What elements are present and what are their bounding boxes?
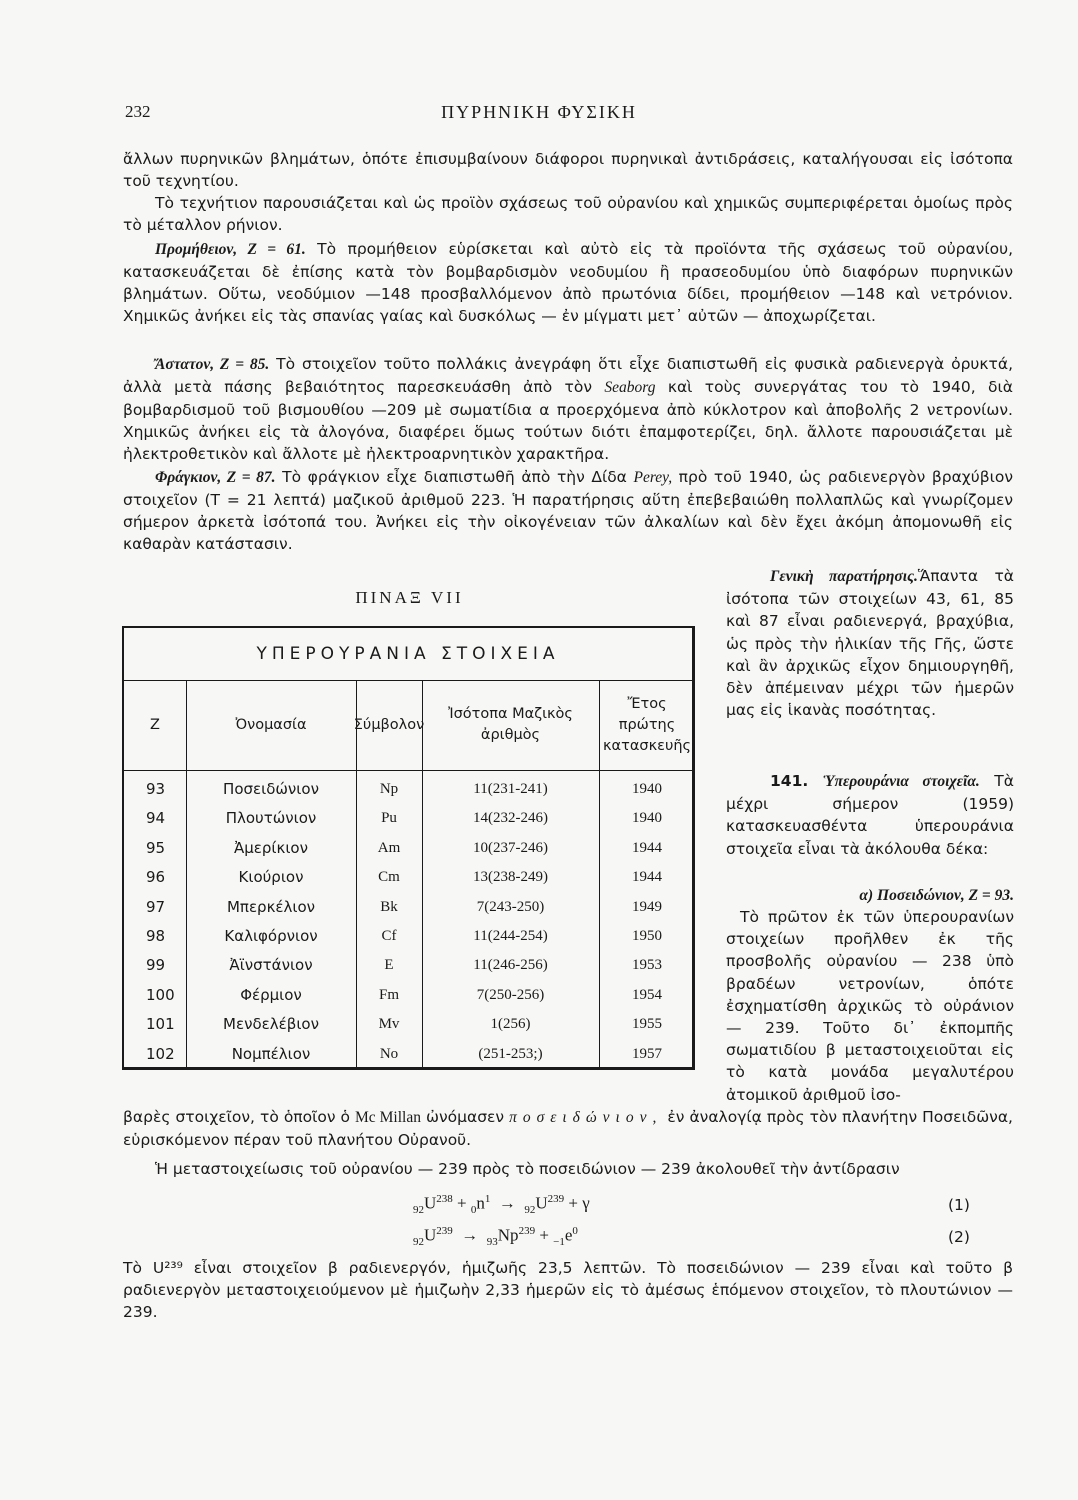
cell-symbol: Am	[377, 839, 401, 856]
paragraph-mcmillan	[123, 1106, 1013, 1151]
table-row	[124, 774, 692, 805]
neptunium-text: Τὸ πρῶτον ἐκ τῶν ὑπερουρανίων στοιχείων προῆλθεν ἐκ τῆς προσβολῆς οὐρανίου — 238 ὑπὸ βραδέων νετρονίων, ὁπότε ἐσχηματίσθη ἀρχικῶς τὸ οὐράνιον — 239. Τοῦτο δι᾽ ἐκπομπῆς σωματιδίου β μεταστοιχειοῦται εἰς τὸ κατὰ μονάδα μεγαλυτέρου ἀτομικοῦ ἀριθμοῦ ἰσο-	[726, 908, 1014, 1104]
section-141-text: Τὰ μέχρι σήμερον (1959) κατασκευασθέντα ὑπερουράνια στοιχεῖα εἶναι τὰ ἀκόλουθα δέκα:	[726, 772, 1014, 858]
cell-name: Κιούριον	[238, 868, 304, 887]
cell-z: 102	[146, 1044, 175, 1063]
equation-1: $_{92}U^{238} + _0n^1 \to _{92}U^{239} + \gamma$	[413, 1193, 590, 1217]
cell-year: 1944	[632, 839, 662, 856]
table-row	[124, 950, 692, 981]
cell-name: Μενδελέβιον	[223, 1015, 319, 1034]
header-isotopes: Ἰσότοπα Μαζικὸς ἀριθμὸς	[448, 706, 573, 743]
cell-name: Ἀμερίκιον	[234, 838, 308, 857]
francium-text-b: πρὸ τοῦ 1940, ὡς ραδιενεργὸν βραχύβιον στοιχεῖον (T = 21 λεπτά) μαζικοῦ ἀριθμοῦ 223. Ἡ παρατήρησις αὕτη ἐπεβεβαιώθη πολλαπλῶς καὶ γνωρίζομεν σήμερον ἀρκετὰ ἰσότοπά του. Ἀνήκει εἰς τὴν οἰκογένειαν τῶν ἀλκαλίων καὶ δὲν ἔχει ἀκόμη ἀπομονωθῆ εἰς καθαρὰν κατάστασιν.	[123, 468, 1014, 553]
cell-symbol: No	[379, 1045, 399, 1062]
page-number: 232	[125, 102, 151, 121]
cell-z: 101	[146, 1015, 175, 1034]
paragraph-2: Τὸ τεχνήτιον παρουσιάζεται καὶ ὡς προϊὸν σχάσεως τοῦ οὐρανίου καὶ χημικῶς συμπεριφέρεται ὁμοίως πρὸς τὸ μέταλλον ρήνιον.	[123, 194, 1013, 234]
cell-isotopes: 13(238-249)	[473, 869, 548, 886]
general-remark-heading: Γενικὴ παρατήρησις.	[770, 568, 918, 585]
seaborg-name: Seaborg	[604, 379, 656, 396]
cell-year: 1949	[632, 898, 662, 915]
cell-year: 1940	[632, 810, 662, 827]
astatine-text-a: Τὸ στοιχεῖον τοῦτο πολλάκις ἀνεγράφη ὅτι εἶχε διαπιστωθῆ εἰς φυσικὰ ραδιενεργὰ ὀρυκτά, ἀλλὰ μετὰ πάσης βεβαιότητος παρεσκευάσθη ἀπὸ τὸν	[123, 355, 1013, 396]
cell-z: 98	[146, 927, 166, 945]
table-header-row	[124, 680, 692, 771]
cell-year: 1954	[632, 986, 662, 1003]
cell-z: 93	[146, 780, 166, 798]
equation-2-number: (2)	[948, 1228, 970, 1246]
neptunium-spaced: ποσειδώνιον,	[509, 1109, 663, 1126]
cell-isotopes: 11(244-254)	[473, 928, 548, 944]
cell-name: Ἀϊνστάνιον	[229, 956, 313, 975]
table-row	[124, 980, 692, 1011]
cell-z: 100	[146, 985, 175, 1004]
cell-symbol: Mv	[378, 1016, 400, 1033]
cell-name: Πλουτώνιον	[225, 809, 317, 828]
cell-isotopes: 7(250-256)	[476, 986, 545, 1003]
mcmillan-text-a: βαρὲς στοιχεῖον, τὸ ὁποῖον ὁ	[123, 1108, 356, 1126]
cell-symbol: Np	[379, 781, 399, 797]
mcmillan-text-b: ὠνόμασεν	[420, 1108, 510, 1126]
cell-year: 1955	[632, 1016, 662, 1033]
equation-1-number: (1)	[948, 1196, 970, 1214]
neptunium-heading	[726, 884, 1014, 907]
paragraph-francium	[123, 466, 1013, 555]
cell-z: 95	[146, 838, 166, 857]
header-z: Z	[150, 716, 160, 733]
table-row	[124, 892, 692, 923]
table-row	[124, 862, 692, 893]
table-row	[124, 1039, 692, 1070]
cell-isotopes: 7(243-250)	[476, 898, 545, 915]
francium-text-a: Τὸ φράγκιον εἶχε διαπιστωθῆ ἀπὸ τὴν Δίδα	[275, 468, 634, 486]
paragraph-transmutation: Ἡ μεταστοιχείωσις τοῦ οὐρανίου — 239 πρὸς τὸ ποσειδώνιον — 239 ἀκολουθεῖ τὴν ἀντίδρασιν	[155, 1160, 900, 1178]
cell-isotopes: 11(231-241)	[473, 781, 548, 797]
cell-name: Φέρμιον	[240, 985, 302, 1004]
running-title: ΠΥΡΗΝΙΚΗ ΦΥΣΙΚΗ	[441, 102, 637, 122]
transuranic-table	[122, 626, 695, 1070]
cell-z: 96	[146, 868, 166, 887]
cell-symbol: Cm	[378, 869, 400, 886]
cell-year: 1957	[632, 1045, 662, 1062]
promethium-text: Τὸ προμήθειον εὑρίσκεται καὶ αὐτὸ εἰς τὰ προϊόντα τῆς σχάσεως τοῦ οὐρανίου, κατασκευάζεται δὲ ἐπίσης κατὰ τὸν βομβαρδισμὸν νεοδυμίου ἢ πρασεοδυμίου ὑπὸ διαφόρων πυρηνικῶν βλημάτων. Οὕτω, νεοδύμιον —148 προσβαλλόμενον ἀπὸ πρωτόνια δίδει, προμήθειον —148 καὶ νετρόνιον. Χημικῶς ἀνήκει εἰς τὰς σπανίας γαίας καὶ δυσκόλως — ἐν μίγματι μετ᾽ αὐτῶν — ἀποχωρίζεται.	[123, 240, 1014, 325]
table-row	[124, 921, 692, 952]
table-row	[124, 833, 692, 864]
paragraph-1: ἄλλων πυρηνικῶν βλημάτων, ὁπότε ἐπισυμβαίνουν διάφοροι πυρηνικαὶ ἀντιδράσεις, καταλήγουσαι εἰς ἰσότοπα τοῦ τεχνητίου.	[123, 150, 1013, 190]
section-141-title: Ὑπερουράνια στοιχεῖα.	[822, 773, 980, 790]
cell-isotopes: 1(256)	[490, 1016, 531, 1033]
cell-year: 1940	[632, 781, 662, 797]
equation-2: $_{92}U^{239} \to _{93}Np^{239} + _{-1}e^0$	[413, 1225, 578, 1249]
header-symbol: Σύμβολον	[353, 716, 425, 733]
table-title: ΥΠΕΡΟΥΡΑΝΙΑ ΣΤΟΙΧΕΙΑ	[124, 628, 692, 681]
mcmillan-text-c: ἐν ἀναλογίᾳ πρὸς τὸν πλανήτην Ποσειδῶνα, εὑρισκόμενον πέραν τοῦ πλανήτου Οὐρανοῦ.	[123, 1108, 1013, 1149]
francium-heading: Φράγκιον, Z = 87.	[155, 469, 276, 486]
neptunium-heading-text: α) Ποσειδώνιον, Z = 93.	[859, 887, 1014, 904]
mcmillan-name: Mc Millan	[355, 1109, 421, 1126]
cell-z: 97	[146, 897, 166, 916]
cell-year: 1953	[632, 957, 662, 974]
section-141	[726, 770, 1014, 860]
header-name: Ὀνομασία	[235, 716, 307, 733]
cell-z: 99	[146, 956, 166, 975]
cell-symbol: Bk	[380, 898, 398, 915]
cell-isotopes: (251-253;)	[478, 1045, 543, 1062]
section-141-number: 141.	[770, 772, 809, 790]
cell-isotopes: 10(237-246)	[473, 839, 548, 856]
cell-symbol: E	[384, 957, 394, 974]
table-caption: ΠΙΝΑΞ VII	[355, 588, 464, 607]
general-remark-text: Ἅπαντα τὰ ἰσότοπα τῶν στοιχείων 43, 61, 85 καὶ 87 εἶναι ραδιενεργά, βραχύβια, ὡς πρὸς τὴν ἡλικίαν τῆς Γῆς, ὥστε καὶ ἂν ἀρχικῶς εἶχον δημιουργηθῆ, δὲν ἀπέμειναν μέχρι τῶν ἡμερῶν μας εἰς ἱκανὰς ποσότητας.	[726, 567, 1015, 720]
cell-name: Νομπέλιον	[231, 1044, 311, 1063]
header-year: Ἔτος πρώτης κατασκευῆς	[602, 695, 692, 754]
cell-symbol: Cf	[381, 928, 397, 944]
cell-isotopes: 14(232-246)	[473, 810, 548, 827]
table-row	[124, 1009, 692, 1040]
paragraph-astatine	[123, 353, 1013, 465]
astatine-text-b: καὶ τοὺς συνεργάτας του τὸ 1940, διὰ βομβαρδισμοῦ τοῦ βισμουθίου —209 μὲ σωματίδια α προερχόμενα ἀπὸ κύκλοτρον καὶ ἀποβολῆς 2 νετρονίων. Χημικῶς ἀνήκει εἰς τὰ ἀλογόνα, διαφέρει ὅμως τούτων διότι ἐπαμφοτερίζει, δηλ. ἄλλοτε παρουσιάζεται μὲ ἠλεκτροθετικὸν καὶ ἄλλοτε μὲ ἠλεκτροαρνητικὸν χαρακτῆρα.	[123, 378, 1014, 463]
cell-symbol: Fm	[378, 986, 399, 1003]
promethium-heading: Προμήθειον, Z = 61.	[155, 241, 306, 258]
cell-z: 94	[146, 809, 166, 828]
perey-name: Perey,	[633, 469, 673, 486]
cell-year: 1950	[632, 928, 662, 944]
astatine-heading: Ἄστατον, Z = 85.	[155, 356, 270, 373]
cell-year: 1944	[632, 869, 662, 886]
general-remark	[726, 565, 1014, 721]
cell-isotopes: 11(246-256)	[473, 957, 548, 974]
paragraph-promethium	[123, 238, 1013, 327]
table-row	[124, 803, 692, 834]
cell-symbol: Pu	[381, 810, 397, 827]
cell-name: Ποσειδώνιον	[223, 780, 319, 798]
cell-name: Μπερκέλιον	[226, 897, 316, 916]
paragraph-half-life: Τὸ U²³⁹ εἶναι στοιχεῖον β ραδιενεργόν, ἡμιζωῆς 23,5 λεπτῶν. Τὸ ποσειδώνιον — 239 εἶναι καὶ τοῦτο β ραδιενεργὸν μεταστοιχειούμενον μὲ ἡμιζωὴν 2,33 ἡμερῶν εἰς τὸ ἀμέσως ἑπόμενον στοιχεῖον, τὸ πλουτώνιον — 239.	[123, 1259, 1013, 1321]
cell-name: Καλιφόρνιον	[224, 927, 318, 945]
